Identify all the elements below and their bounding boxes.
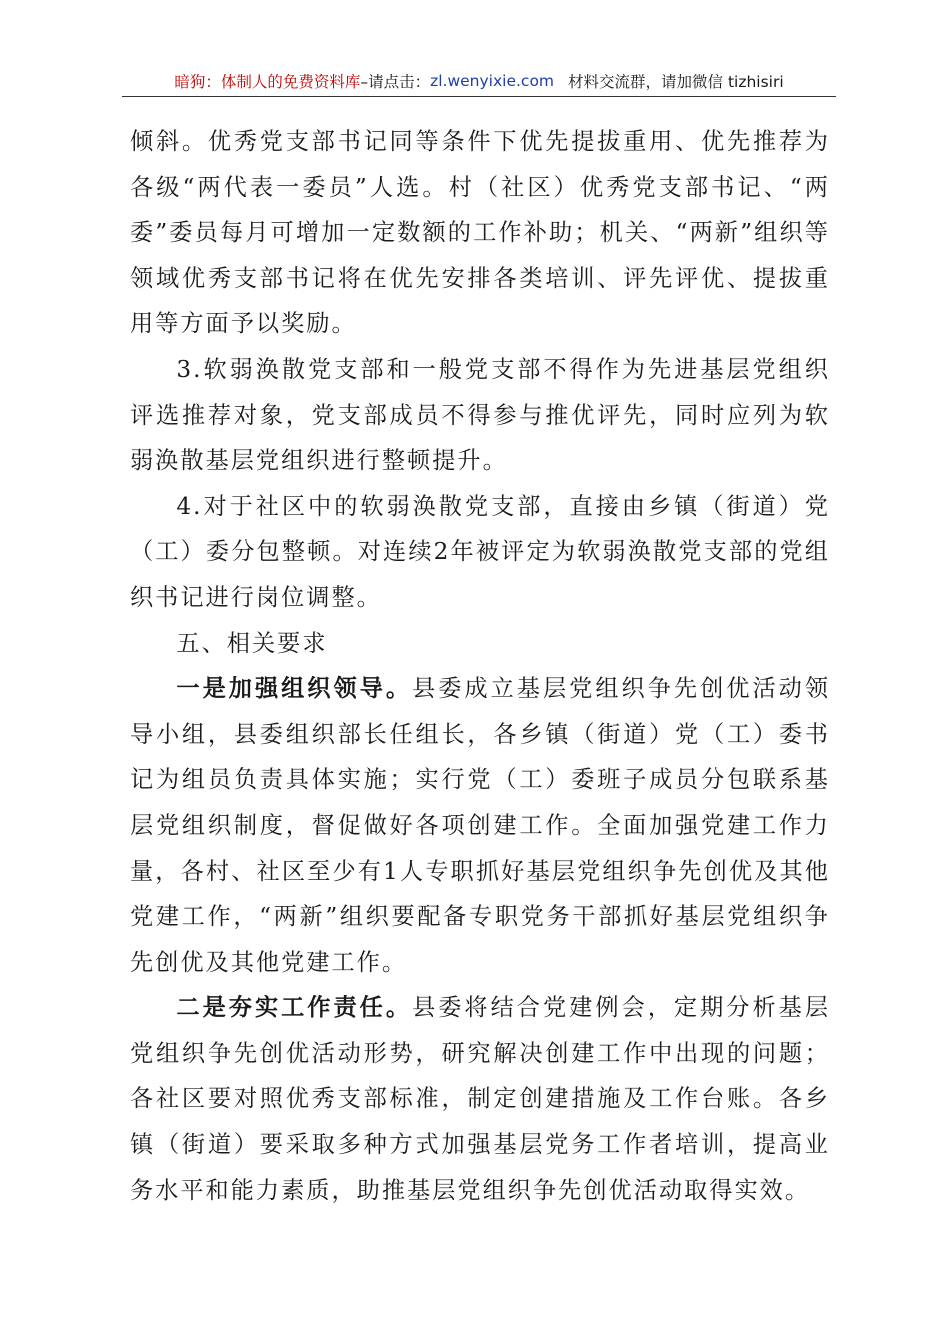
paragraph-text: 县委将结合党建例会，定期分析基层党组织争先创优活动形势，研究解决创建工作中出现的问题；各社区要对照优秀支部标准，制定创建措施及工作台账。各乡镇（街道）要采取多种方式加强基层党务工作者培训，提高业务水平和能力素质，助推基层党组织争先创优活动取得实效。 <box>130 994 831 1204</box>
page-header <box>122 66 836 96</box>
header-promo: 暗狗：体制人的免费资料库 <box>174 73 361 91</box>
paragraph-work-responsibility <box>130 985 830 1213</box>
paragraph-item-3: 3.软弱涣散党支部和一般党支部不得作为先进基层党组织评选推荐对象，党支部成员不得参与推优评先，同时应列为软弱涣散基层党组织进行整顿提升。 <box>130 355 830 475</box>
paragraph-organization-leadership <box>130 666 830 985</box>
paragraph-lead: 二是夯实工作责任。 <box>176 994 413 1022</box>
header-site-link[interactable]: zl.wenyixie.com <box>430 72 555 90</box>
paragraph-text: 县委成立基层党组织争先创优活动领导小组，县委组织部长任组长，各乡镇（街道）党（工）委书记为组员负责具体实施；实行党（工）委班子成员分包联系基层党组织制度，督促做好各项创建工作。全面加强党建工作力量，各村、社区至少有1人专职抓好基层党组织争先创优及其他党建工作，“两新”组织要配备专职党务干部抓好基层党组织争先创优及其他党建工作。 <box>130 675 831 976</box>
header-contact: 材料交流群，请加微信 tizhisiri <box>568 73 784 91</box>
header-divider <box>122 96 836 97</box>
paragraph-lead: 一是加强组织领导。 <box>176 675 413 703</box>
section-heading: 五、相关要求 <box>176 629 328 657</box>
document-body <box>130 119 830 1213</box>
header-click-prompt: –请点击： <box>360 73 431 91</box>
paragraph-item-4: 4.对于社区中的软弱涣散党支部，直接由乡镇（街道）党（工）委分包整顿。对连续2年被评定为软弱涣散党支部的党组织书记进行岗位调整。 <box>130 492 830 611</box>
paragraph-continuation: 倾斜。优秀党支部书记同等条件下优先提拔重用、优先推荐为各级“两代表一委员”人选。村（社区）优秀党支部书记、“两委”委员每月可增加一定数额的工作补助；机关、“两新”组织等领域优秀支部书记将在优先安排各类培训、评先评优、提拔重用等方面予以奖励。 <box>130 128 830 338</box>
